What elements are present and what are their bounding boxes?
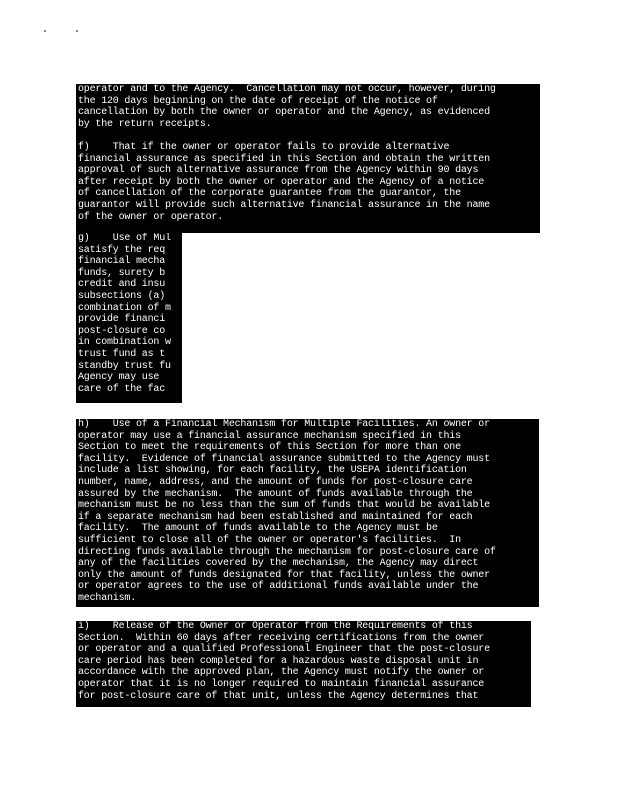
text-line: financial assurance as specified in this Section and obtain the written bbox=[78, 153, 490, 165]
scan-speck bbox=[44, 30, 46, 32]
text-line: subsections (a) bbox=[78, 290, 166, 302]
text-line: i) Release of the Owner or Operator from the Requirements of this bbox=[78, 621, 473, 632]
text-line: g) Use of Mul bbox=[78, 233, 171, 244]
text-block-middle bbox=[76, 419, 539, 607]
text-line: facility. The amount of funds available to the Agency must be bbox=[78, 523, 438, 535]
text-line: for post-closure care of that unit, unless the Agency determines that bbox=[78, 690, 479, 702]
text-line: Section. Within 60 days after receiving certifications from the owner bbox=[78, 632, 485, 644]
text-line: mechanism. bbox=[78, 592, 137, 604]
text-line: after receipt by both the owner or operator and the Agency of a notice bbox=[78, 176, 485, 188]
text-line: of cancellation of the corporate guarantee from the guarantor, the bbox=[78, 188, 461, 200]
text-line: of the owner or operator. bbox=[78, 211, 224, 223]
text-line: approval of such alternative assurance from the Agency within 90 days bbox=[78, 165, 479, 177]
text-line: only the amount of funds designated for that facility, unless the owner bbox=[78, 569, 490, 581]
text-line: operator that it is no longer required to maintain financial assurance bbox=[78, 678, 485, 690]
text-line: Agency may use bbox=[78, 372, 160, 384]
text-line: financial mecha bbox=[78, 256, 166, 268]
text-line: by the return receipts. bbox=[78, 118, 212, 130]
text-line bbox=[78, 223, 540, 233]
text-line: funds, surety b bbox=[78, 267, 166, 279]
text-line: care of the fac bbox=[78, 383, 166, 395]
text-line: assured by the mechanism. The amount of funds available through the bbox=[78, 488, 473, 500]
text-line: facility. Evidence of financial assurance submitted to the Agency must bbox=[78, 453, 490, 465]
scan-speck bbox=[76, 30, 78, 32]
text-line: mechanism must be no less than the sum of funds that would be available bbox=[78, 500, 490, 512]
text-line: operator may use a financial assurance mechanism specified in this bbox=[78, 430, 461, 442]
text-line bbox=[78, 130, 540, 142]
text-line: any of the facilities covered by the mechanism, the Agency may direct bbox=[78, 558, 479, 570]
text-line: cancellation by both the owner or operator and the Agency, as evidenced bbox=[78, 107, 490, 119]
text-line: include a list showing, for each facility, the USEPA identification bbox=[78, 465, 467, 477]
text-line: accordance with the approved plan, the Agency must notify the owner or bbox=[78, 667, 485, 679]
text-line: provide financi bbox=[78, 314, 166, 326]
text-line: satisfy the req bbox=[78, 244, 166, 256]
text-line: post-closure co bbox=[78, 325, 166, 337]
text-line: combination of m bbox=[78, 302, 171, 314]
text-line: standby trust fu bbox=[78, 360, 171, 372]
text-line: directing funds available through the mechanism for post-closure care of bbox=[78, 546, 496, 558]
text-line: Section to meet the requirements of this Section for more than one bbox=[78, 442, 461, 454]
text-line: credit and insu bbox=[78, 279, 166, 291]
text-block-top bbox=[76, 84, 540, 233]
text-line: h) Use of a Financial Mechanism for Multiple Facilities. An owner or bbox=[78, 419, 490, 430]
text-line: operator and to the Agency. Cancellation may not occur, however, during bbox=[78, 84, 496, 95]
text-block-bottom bbox=[76, 621, 531, 707]
text-line: the 120 days beginning on the date of receipt of the notice of bbox=[78, 95, 438, 107]
text-line: or operator agrees to the use of additional funds available under the bbox=[78, 581, 479, 593]
text-line: care period has been completed for a hazardous waste disposal unit in bbox=[78, 655, 479, 667]
redaction-mask bbox=[182, 233, 540, 403]
text-line: f) That if the owner or operator fails to provide alternative bbox=[78, 141, 450, 153]
text-line: if a separate mechanism had been established and maintained for each bbox=[78, 511, 473, 523]
text-line: or operator and a qualified Professional Engineer that the post-closure bbox=[78, 644, 490, 656]
text-line: trust fund as t bbox=[78, 348, 166, 360]
text-line: number, name, address, and the amount of funds for post-closure care bbox=[78, 476, 473, 488]
text-line: in combination w bbox=[78, 337, 171, 349]
text-line: guarantor will provide such alternative financial assurance in the name bbox=[78, 199, 490, 211]
text-line: sufficient to close all of the owner or operator's facilities. In bbox=[78, 534, 461, 546]
